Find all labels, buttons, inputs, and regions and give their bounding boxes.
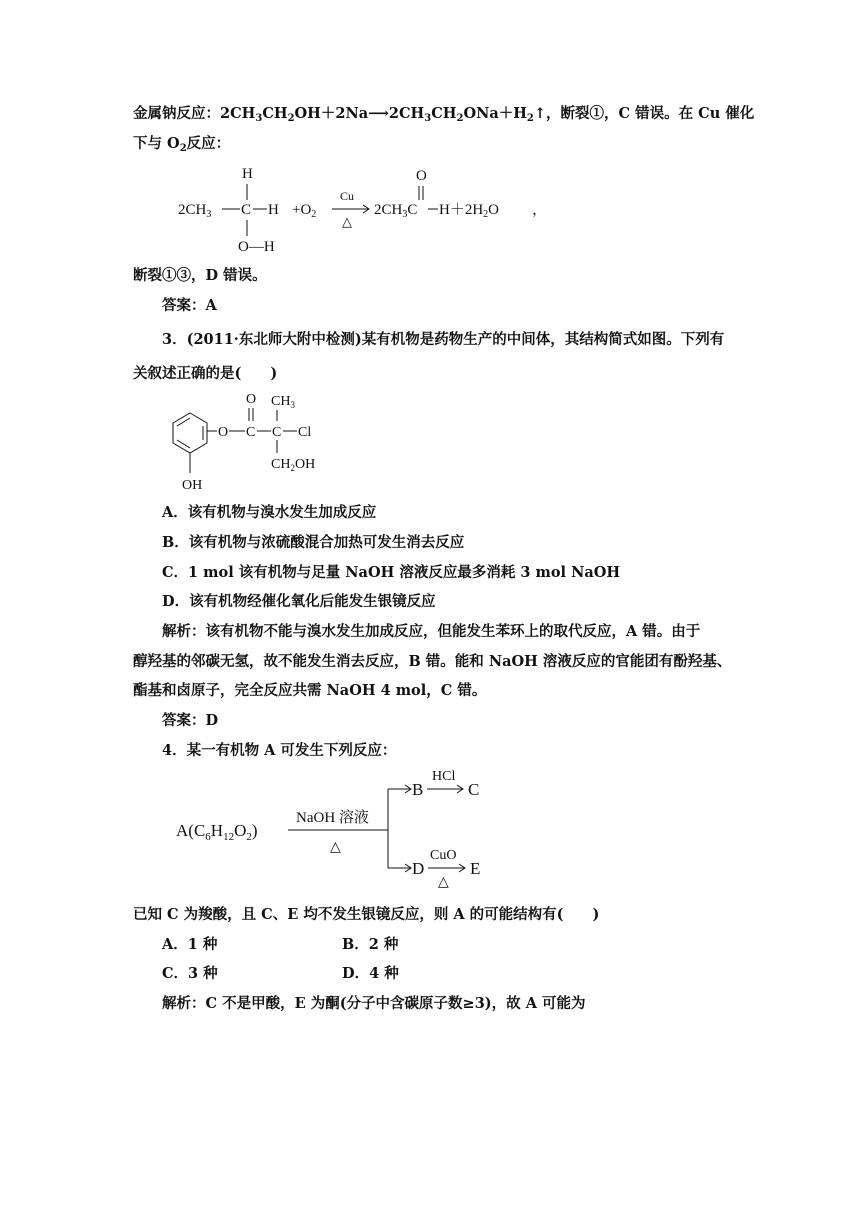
text-run: CH <box>262 105 288 122</box>
text-line <box>133 134 230 159</box>
carbonyl-oxygen: O <box>416 168 427 184</box>
catalyst-label: Cu <box>340 189 355 203</box>
comma: ， <box>532 202 548 218</box>
text-line: 已知 C 为羧酸，且 C、E 均不发生银镜反应，则 A 的可能结构有( ) <box>133 906 600 923</box>
product-e: E <box>470 859 481 878</box>
structure-3-diagram <box>165 385 365 495</box>
text-line: 断裂①③，D 错误。 <box>133 267 267 284</box>
question-3-stem <box>162 330 724 350</box>
question-source: 东北师大附中检测 <box>238 332 355 348</box>
phenol-hydroxyl: OH <box>182 478 203 493</box>
answer-line: 答案：A <box>162 297 217 314</box>
subscript: 3 <box>424 113 432 124</box>
analysis-line: 醇羟基的邻碳无氢，故不能发生消去反应，B 错。能和 NaOH 溶液反应的官能团有酚羟基、 <box>133 653 732 670</box>
atom-h-top: H <box>242 166 253 182</box>
ester-oxygen: O <box>218 425 229 440</box>
carbonyl-oxygen: O <box>246 392 257 407</box>
text-run: CH <box>431 105 457 122</box>
product-c: C <box>468 780 480 799</box>
heat-symbol: △ <box>330 840 341 855</box>
question-4-stem: 4．某一有机物 A 可发生下列反应： <box>162 742 397 759</box>
option-b: B．2 种 <box>342 936 399 953</box>
reactant-a: $A(C_6H_{12}O_2)$ <box>176 821 258 843</box>
text-run: 下与 O <box>133 135 180 152</box>
text-run: ONa＋H <box>463 105 527 122</box>
benzene-ring <box>173 413 207 453</box>
text-run: 反应： <box>186 135 231 152</box>
text-run: )某有机物是药物生产的中间体，其结构简式如图。下列有 <box>354 331 725 348</box>
atom-c: C <box>241 202 252 218</box>
option-a: A．1 种 <box>162 936 218 953</box>
reaction-arrow: ⟶ <box>368 105 389 122</box>
option-a: A．该有机物与溴水发生加成反应 <box>162 504 377 521</box>
chlorine-atom: Cl <box>298 425 312 440</box>
product-b: B <box>412 780 424 799</box>
text-run: OH＋2Na <box>294 105 369 122</box>
hydroxymethyl-group: $CH_2OH$ <box>271 457 316 473</box>
reactant-ch3: $2CH_3$ <box>178 202 212 220</box>
product-acetaldehyde: $2CH_3C$ <box>374 202 418 220</box>
heat-symbol: △ <box>438 875 449 890</box>
option-b: B．该有机物与浓硫酸混合加热可发生消去反应 <box>162 534 465 551</box>
product-d: D <box>412 859 425 878</box>
text-run: 金属钠反应：2CH <box>133 105 256 122</box>
subscript: 2 <box>179 143 187 154</box>
text-run: 3．(2011· <box>162 331 239 348</box>
heat-symbol: △ <box>342 214 352 229</box>
option-c: C．3 种 <box>162 965 218 982</box>
answer-line: 答案：D <box>162 712 219 729</box>
text-line <box>133 104 754 129</box>
text-run: 2CH <box>388 105 425 122</box>
text-run: ↑，断裂①，C 错误。在 Cu 催化 <box>533 105 755 122</box>
methyl-group: $CH_3$ <box>271 394 295 410</box>
quaternary-carbon: C <box>272 425 282 440</box>
analysis-line: 解析：C 不是甲酸，E 为酮(分子中含碳原子数≥3)，故 A 可能为 <box>162 995 586 1012</box>
atom-h-right: H <box>268 202 279 218</box>
option-c: C．1 mol 该有机物与足量 NaOH 溶液反应最多消耗 3 mol NaOH <box>162 564 621 581</box>
subscript: 2 <box>456 113 464 124</box>
carbonyl-carbon: C <box>246 425 256 440</box>
reagent-label: NaOH 溶液 <box>296 810 369 826</box>
analysis-line: 酯基和卤原子，完全反应共需 NaOH 4 mol，C 错。 <box>133 682 487 699</box>
analysis-line: 解析：该有机物不能与溴水发生加成反应，但能发生苯环上的取代反应，A 错。由于 <box>162 623 701 640</box>
product-water: $H+2H_2O$ <box>439 202 500 220</box>
cuo-label: CuO <box>430 848 457 863</box>
ethanol-oxidation-equation <box>170 158 570 258</box>
subscript: 2 <box>287 113 295 124</box>
option-d: D．该有机物经催化氧化后能发生银镜反应 <box>162 593 436 610</box>
text-line: 关叙述正确的是( ) <box>133 365 278 382</box>
subscript: 3 <box>255 113 263 124</box>
oxygen-reactant: $+O_2$ <box>292 202 317 220</box>
hydroxyl-group: O—H <box>238 239 275 255</box>
option-d: D．4 种 <box>342 965 399 982</box>
reaction-scheme-4 <box>172 765 512 890</box>
subscript: 2 <box>526 113 534 124</box>
hcl-label: HCl <box>432 769 456 784</box>
